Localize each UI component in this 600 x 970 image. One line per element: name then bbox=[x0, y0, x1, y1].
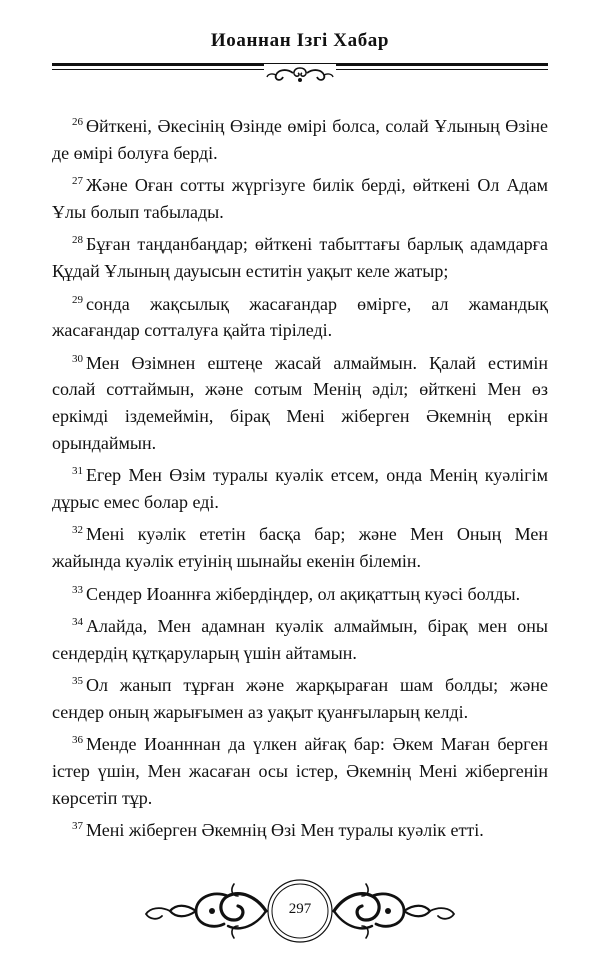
verse-text: сонда жақсылық жасағандар өмірге, ал жамандық жасағандар сотталуға қайта тіріледі. bbox=[52, 293, 548, 341]
verse-text: Бұған таңданбаңдар; өйткені табыттағы барлық адамдарға Құдай Ұлының дауысын еститін уақыт келе жатыр; bbox=[52, 234, 548, 281]
scroll-ornament-icon bbox=[264, 64, 336, 86]
verse bbox=[52, 350, 548, 456]
verse-list bbox=[52, 113, 548, 850]
verse-number: 27 bbox=[72, 175, 83, 188]
running-header-title: Иоаннан Ізгі Хабар bbox=[210, 30, 390, 51]
verse-text: Мені куәлік ететін басқа бар; және Мен Оның Мен жайында куәлік етуінің шынайы екенін білемін. bbox=[52, 524, 548, 571]
verse-number: 26 bbox=[72, 116, 83, 128]
verse bbox=[52, 581, 548, 608]
verse bbox=[52, 521, 548, 574]
verse-text: Менде Иоанннан да үлкен айғақ бар: Әкем Маған берген істер үшін, Мен жасаған осы істер, Әкемнің Мені жібергенін көрсетіп тұр. bbox=[52, 734, 548, 808]
verse bbox=[52, 731, 548, 811]
verse-text: Сендер Иоаннға жібердіңдер, ол ақиқаттың куәсі болды. bbox=[86, 583, 521, 604]
verse bbox=[52, 231, 548, 284]
verse-text: Өйткені, Әкесінің Өзінде өмірі болса, солай Ұлының Өзіне де өмірі болуға берді. bbox=[52, 116, 548, 163]
verse bbox=[52, 462, 548, 515]
verse-text: Егер Мен Өзім туралы куәлік етсем, онда Менің куәлігім дұрыс емес болар еді. bbox=[52, 465, 548, 512]
verse-number: 37 bbox=[72, 820, 83, 833]
verse-number: 36 bbox=[72, 734, 83, 747]
verse bbox=[52, 613, 548, 666]
verse-text: Мені жіберген Әкемнің Өзі Мен туралы куәлік етті. bbox=[86, 820, 484, 841]
verse bbox=[52, 113, 548, 166]
verse-number: 31 bbox=[72, 465, 83, 478]
verse-text: Мен Өзімнен ештеңе жасай алмаймын. Қалай естимін солай соттаймын, және сотым Менің әділ; өйткені Мен өз еркімді іздемеймін, бірақ Мені жіберген Әкемнің еркін орындаймын. bbox=[52, 352, 548, 453]
verse-number: 33 bbox=[72, 583, 83, 596]
verse-text: Ол жанып тұрған және жарқыраған шам болды; және сендер оның жарығымен аз уақыт қуанғыларың келді. bbox=[52, 675, 548, 722]
page-number: 297 bbox=[288, 901, 312, 917]
verse bbox=[52, 817, 548, 844]
verse bbox=[52, 172, 548, 225]
verse-number: 30 bbox=[72, 352, 83, 365]
verse-number: 28 bbox=[72, 234, 83, 247]
verse-text: Және Оған сотты жүргізуге билік берді, өйткені Ол Адам Ұлы болып табылады. bbox=[52, 175, 548, 222]
verse-number: 29 bbox=[72, 293, 83, 306]
verse bbox=[52, 672, 548, 725]
verse-number: 32 bbox=[72, 524, 83, 537]
verse bbox=[52, 291, 548, 344]
verse-number: 34 bbox=[72, 616, 83, 629]
verse-text: Алайда, Мен адамнан куәлік алмаймын, бірақ мен оны сендердің құтқаруларың үшін айтамын. bbox=[52, 616, 548, 663]
verse-number: 35 bbox=[72, 675, 83, 688]
